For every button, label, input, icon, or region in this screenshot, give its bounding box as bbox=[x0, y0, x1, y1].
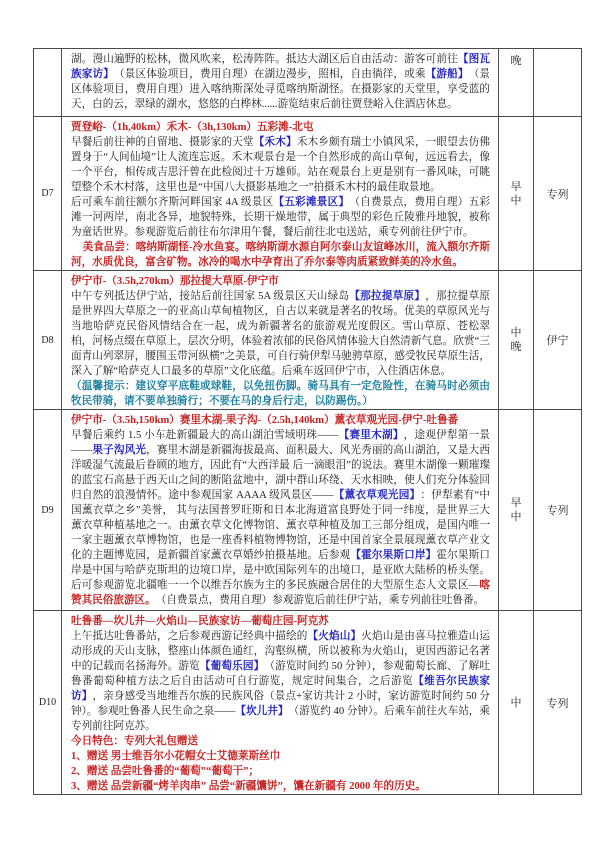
description-cell bbox=[62, 49, 499, 116]
transport-cell: 专列 bbox=[546, 188, 569, 201]
body-text: 火焰山是由喜马拉雅造山运动形成的天山支脉，整座山体颜色通红，沟壑纵横，所以被称为火焰山，更因西游记名著中的记载而名扬海外。游览 bbox=[71, 631, 491, 672]
meal-label: 中 bbox=[510, 194, 522, 207]
description-cell bbox=[62, 117, 499, 270]
paragraph bbox=[71, 52, 490, 112]
paragraph bbox=[71, 135, 490, 195]
transport-cell bbox=[534, 49, 581, 116]
meal-label: 中 bbox=[510, 511, 522, 524]
meals-cell bbox=[499, 271, 534, 409]
itinerary-table bbox=[33, 48, 582, 795]
itinerary-row-cont bbox=[34, 49, 581, 116]
body-text: ，途观伊犁第一景—— bbox=[71, 430, 490, 457]
attraction-highlight: 【禾木】 bbox=[253, 137, 297, 149]
meal-label: 晚 bbox=[510, 55, 522, 67]
body-text: 湖。漫山遍野的松林，微风吹来，松涛阵阵。抵达大湖区后自由活动：游客可前往 bbox=[71, 54, 458, 65]
day-cell: D9 bbox=[34, 410, 62, 610]
attraction-highlight: 【维吾尔民族家访】 bbox=[71, 676, 491, 702]
attraction-highlight: 【火焰山】 bbox=[307, 631, 362, 642]
attraction-highlight: 【图瓦族家访】 bbox=[71, 54, 491, 80]
body-text: 禾木乡颇有瑞士小镇风采，一眼望去仿佛置身于“人间仙境”让人流连忘返。禾木观景台是一个自然形成的高山草甸，远远看去，像一个平台，相传成吉思汗曾在此检阅过十万雄师。站在观景台上更是别有一番风味，可眺望整个禾木村落，这里也是“中国八大摄影基地之一”拍摄禾木村的最佳取景地。 bbox=[71, 137, 491, 194]
day-cell: D8 bbox=[34, 271, 62, 409]
day-cell: D10 bbox=[34, 611, 62, 794]
day-cell: D7 bbox=[34, 117, 62, 270]
route-highlight: 吐鲁番—坎儿井—火焰山—民族家访—葡萄庄园-阿克苏 bbox=[71, 616, 329, 627]
paragraph bbox=[71, 120, 490, 135]
paragraph bbox=[71, 779, 490, 794]
body-text: ，赛里木湖是新疆海拔最高、面积最大、风光秀丽的高山湖泊，又是大西洋暖湿气流最后眷顾的地方，因此有“大西洋最 后一滴眼泪”的说法。赛里木湖像一颗璀璨的蓝宝石高悬于西天山之间的断陷盆地中，湖中群山环绕、天水相映，使人们充分体验回归自然的浪漫情怀。途中参观国家 AAAA 级风景区—— bbox=[71, 445, 491, 502]
body-text: （景区体验项目，费用自理）在湖边漫步，照相，自由徜徉，或乘 bbox=[114, 69, 426, 80]
day-cell bbox=[34, 49, 62, 116]
paragraph bbox=[71, 734, 490, 749]
body-text: （游览时间约 50 分钟），参观葡萄长廊、了解吐鲁番葡萄种植方法之后自由活动可自行游览，规定时间集合，之后游览 bbox=[71, 661, 491, 687]
description-cell bbox=[62, 611, 499, 794]
paragraph bbox=[71, 274, 490, 289]
body-text: 上午抵达吐鲁番站，之后参观西游记经典中描绘的 bbox=[71, 631, 308, 642]
meal-label: 早 bbox=[510, 497, 522, 510]
meals-cell bbox=[499, 611, 534, 794]
meal-label: 早 bbox=[510, 180, 522, 193]
body-text: （自费景点，费用自理）参观游览后前往伊宁站，乘专列前往吐鲁番。 bbox=[155, 595, 485, 607]
attraction-highlight: 【五彩滩景区】 bbox=[273, 197, 350, 209]
body-text: ，亲身感受当地维吾尔族的民族风俗（景点+家访共计 2 小时，家访游览时间约 50 分钟）。参观吐鲁番人民生命之泉—— bbox=[71, 691, 490, 717]
body-text: ：伊犁素有“中国薰衣草之乡”美誉， 其与法国普罗旺斯和日本北海道富良野处于同一纬度，是世界三大薰衣草种植基地之一。由薰衣草文化博物馆、薰衣草种植及加工三部分组成，是国内唯一一家主题薰衣草博物馆，也是一座香料植物博物馆，还是中国首家全景展现薰衣草产业文化的主题博览园，是新疆首家薰衣草婚纱拍摄基地。后参观 bbox=[71, 490, 491, 562]
body-text: （景区体验项目，费用自理）进入喀纳斯深处寻觅喀纳斯湖怪。在摄影家的天堂里，享受蓝的天，白的云，翠绿的湖水，悠悠的白桦林......游览结束后前往贾登峪入住酒店休息。 bbox=[71, 69, 491, 110]
body-text: 早餐后乘约 1.5 小车赴新疆最大的高山湖泊雪域明珠—— bbox=[71, 430, 339, 442]
paragraph bbox=[71, 240, 490, 270]
itinerary-row-D8 bbox=[34, 270, 581, 409]
body-text: （游览约 40 分钟）。后乘车前往火车站，乘专列前往阿克苏。 bbox=[71, 706, 491, 732]
paragraph bbox=[71, 379, 490, 409]
attraction-highlight: 【赛里木湖】 bbox=[338, 430, 404, 442]
paragraph bbox=[71, 289, 490, 379]
body-text: 早餐后前往神的自留地、摄影家的天堂 bbox=[71, 137, 254, 149]
attraction-highlight: 【那拉提草原】 bbox=[349, 291, 426, 303]
body-text: （自费景点，费用自理）五彩滩一河两岸，南北各异，地貌特殊，长期干燥地带，属于典型的彩色丘陵雅丹地貌，被称为童话世界。参观游览后前往布尔津用午餐，餐后前往北屯送站，乘专列前往伊宁市。 bbox=[71, 197, 491, 239]
route-highlight: 伊宁市-（3.5h,150km）赛里木湖-果子沟-（2.5h,140km）薰衣草观光园-伊宁-吐鲁番 bbox=[71, 415, 459, 427]
route-highlight: 贾登峪-（1h,40km）禾木-（3h,130km）五彩滩-北屯 bbox=[71, 122, 314, 134]
meals-cell bbox=[499, 117, 534, 270]
transport-cell: 专列 bbox=[546, 505, 569, 518]
route-highlight: 1、赠送 男士维吾尔小花帽女士艾德莱斯丝巾 bbox=[71, 751, 281, 762]
meal-label: 中 bbox=[510, 696, 522, 709]
meals-cell bbox=[499, 410, 534, 610]
attraction-highlight: 【游船】 bbox=[425, 69, 469, 80]
meal-label: 中 bbox=[510, 327, 522, 340]
attraction-highlight: 【霍尔果斯口岸】 bbox=[350, 550, 437, 562]
attraction-highlight: 【葡萄乐园】 bbox=[199, 661, 265, 672]
route-highlight: 2、赠送 品尝吐鲁番的“葡萄”“葡萄干”； bbox=[71, 766, 260, 777]
paragraph bbox=[71, 614, 490, 629]
body-text: 中午专列抵达伊宁站，接站后前往国家 5A 级景区天山绿岛 bbox=[71, 291, 350, 303]
notice-text: （温馨提示：建议穿平底鞋或球鞋，以免扭伤脚。骑马具有一定危险性，在骑马时必须由牧民带骑，请不要单独骑行；不要在马的身后行走，以防踢伤。） bbox=[71, 381, 490, 408]
transport-cell: 伊宁 bbox=[546, 335, 569, 348]
itinerary-row-D10 bbox=[34, 610, 581, 794]
route-highlight: 喀赞其民俗旅游区。 bbox=[71, 580, 490, 607]
attraction-highlight: 果子沟风光 bbox=[92, 445, 147, 457]
body-text: ，那拉提草原是世界四大草原之一的亚高山草甸植物区，自古以来就是著名的牧场。优美的草原风光与当地哈萨克民俗风情结合在一起，成为新疆著名的旅游观光度假区。雪山草原、苍松翠柏，河杨点缀在草原上，层次分明，体验着浓郁的民俗风情体验大自然清新气息。欣赏“三面青山列翠屏，腰围玉带河纵横”之美景，可自行骑伊犁马驰骋草原，感受牧民草原生活，深入了解“哈萨克人口最多的草原”文化底蕴。后乘车返回伊宁市，入住酒店休息。 bbox=[71, 291, 490, 378]
paragraph bbox=[71, 764, 490, 779]
meal-label: 晚 bbox=[510, 341, 522, 354]
route-highlight: 今日特色：专列大礼包赠送 bbox=[71, 736, 199, 747]
paragraph bbox=[71, 413, 490, 428]
route-highlight: 美食品尝：喀纳斯湖怪-冷水鱼宴。喀纳斯湖水源自阿尔泰山友谊峰冰川，流入额尔齐斯河，水质优良，富含矿物。冰冷的喝水中孕育出了乔尔泰等肉质紧致鲜美的冷水鱼。 bbox=[71, 242, 490, 269]
route-highlight: 3、赠送 品尝新疆“烤羊肉串” 品尝“新疆馕饼”，馕在新疆有 2000 年的历史。 bbox=[71, 781, 426, 792]
meals-cell bbox=[499, 49, 534, 116]
attraction-highlight: 【坎儿井】 bbox=[235, 706, 289, 717]
description-cell bbox=[62, 271, 499, 409]
paragraph bbox=[71, 428, 490, 608]
paragraph bbox=[71, 629, 490, 734]
body-text: 后可乘车前往额尔齐斯河畔国家 4A 级景区 bbox=[71, 197, 274, 209]
body-text: 霍尔果斯口岸是中国与哈萨克斯坦的边境口岸，是中欧国际列车的出境口，是亚欧大陆桥的桥头堡。后可参观游览北疆唯一一个以维吾尔族为主的多民族融合居住的大型原生态人文景区— bbox=[71, 550, 491, 592]
route-highlight: 伊宁市-（3.5h,270km）那拉提大草原-伊宁市 bbox=[71, 276, 279, 288]
itinerary-row-D9 bbox=[34, 409, 581, 610]
itinerary-row-D7 bbox=[34, 116, 581, 270]
paragraph bbox=[71, 195, 490, 240]
attraction-highlight: 【薰衣草观光园】 bbox=[333, 490, 421, 502]
paragraph bbox=[71, 749, 490, 764]
description-cell bbox=[62, 410, 499, 610]
transport-cell: 专列 bbox=[546, 697, 569, 710]
